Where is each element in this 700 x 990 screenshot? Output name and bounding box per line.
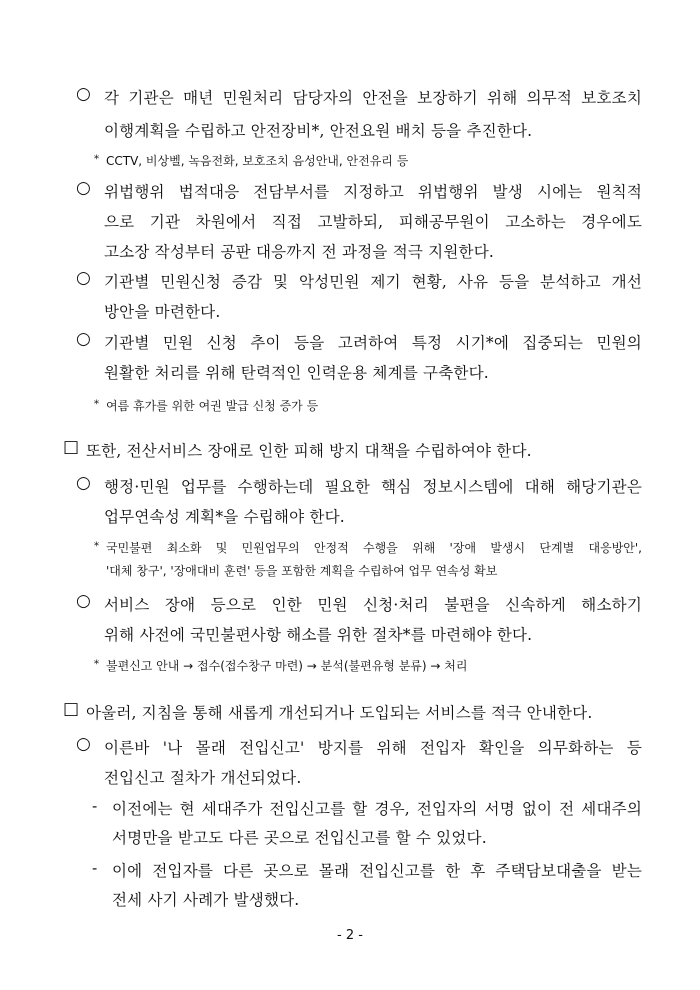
paragraph-line: 이행계획을 수립하고 안전장비*, 안전요원 배치 등을 추진한다. (104, 122, 533, 140)
paragraph-line: 업무연속성 계획*을 수립해야 한다. (104, 508, 345, 526)
dash-bullet: - (92, 859, 98, 877)
circle-bullet: ○ (76, 591, 91, 611)
circle-bullet: ○ (76, 178, 91, 198)
paragraph-line: 각 기관은 매년 민원처리 담당자의 안전을 보장하기 위해 의무적 보호조치 (104, 89, 642, 107)
paragraph-line: 이른바 '나 몰래 전입신고' 방지를 위해 전입자 확인을 의무화하는 등 (104, 739, 642, 757)
paragraph-line: 방안을 마련한다. (104, 303, 221, 321)
star-bullet: * (94, 399, 99, 410)
square-bullet: □ (63, 699, 80, 719)
footnote-line: 국민불편 최소화 및 민원업무의 안정적 수행을 위해 '장애 발생시 단계별 대응방안', (106, 541, 642, 555)
paragraph-line: 서비스 장애 등으로 인한 민원 신청·처리 불편을 신속하게 해소하기 (104, 596, 642, 614)
paragraph-line: 이전에는 현 세대주가 전입신고를 할 경우, 전입자의 서명 없이 전 세대주의 (112, 800, 642, 818)
footnote-line: 여름 휴가를 위한 여권 발급 신청 증가 등 (106, 399, 319, 413)
page-number: - 2 - (337, 928, 363, 943)
paragraph-line: 고소장 작성부터 공판 대응까지 전 과정을 적극 지원한다. (104, 243, 494, 261)
paragraph-line: 이에 전입자를 다른 곳으로 몰래 전입신고를 한 후 주택담보대출을 받는 (112, 862, 642, 880)
star-bullet: * (94, 154, 99, 165)
footnote-line: CCTV, 비상벨, 녹음전화, 보호조치 음성안내, 안전유리 등 (106, 154, 409, 168)
circle-bullet: ○ (76, 268, 91, 288)
paragraph-line: 위해 사전에 국민불편사항 해소를 위한 절차*를 마련해야 한다. (104, 626, 533, 644)
circle-bullet: ○ (76, 734, 91, 754)
star-bullet: * (94, 541, 99, 552)
paragraph-line: 서명만을 받고도 다른 곳으로 전입신고를 할 수 있었다. (112, 829, 487, 847)
circle-bullet: ○ (76, 473, 91, 493)
paragraph-line: 기관별 민원신청 증감 및 악성민원 제기 현황, 사유 등을 분석하고 개선 (104, 273, 642, 291)
section-line: 아울러, 지침을 통해 새롭게 개선되거나 도입되는 서비스를 적극 안내한다. (86, 704, 593, 722)
circle-bullet: ○ (76, 329, 91, 349)
footnote-line: '대체 창구', '장애대비 훈련' 등을 포함한 계획을 수립하여 업무 연속성 확보 (106, 564, 498, 578)
paragraph-line: 위법행위 법적대응 전담부서를 지정하고 위법행위 발생 시에는 원칙적 (104, 183, 642, 201)
paragraph-line: 원활한 처리를 위해 탄력적인 인력운용 체계를 구축한다. (104, 364, 489, 382)
star-bullet: * (94, 659, 99, 670)
paragraph-line: 전세 사기 사례가 발생했다. (112, 891, 300, 909)
dash-bullet: - (92, 797, 98, 815)
circle-bullet: ○ (76, 84, 91, 104)
paragraph-line: 행정·민원 업무를 수행하는데 필요한 핵심 정보시스템에 대해 해당기관은 (104, 478, 642, 496)
footnote-line: 불편신고 안내 → 접수(접수창구 마련) → 분석(불편유형 분류) → 처리 (106, 659, 468, 673)
paragraph-line: 전입신고 절차가 개선되었다. (104, 769, 302, 787)
square-bullet: □ (63, 437, 80, 457)
section-line: 또한, 전산서비스 장애로 인한 피해 방지 대책을 수립하여야 한다. (86, 442, 532, 460)
paragraph-line: 기관별 민원 신청 추이 등을 고려하여 특정 시기*에 집중되는 민원의 (104, 334, 642, 352)
paragraph-line: 으로 기관 차원에서 직접 고발하되, 피해공무원이 고소하는 경우에도 (104, 213, 642, 231)
